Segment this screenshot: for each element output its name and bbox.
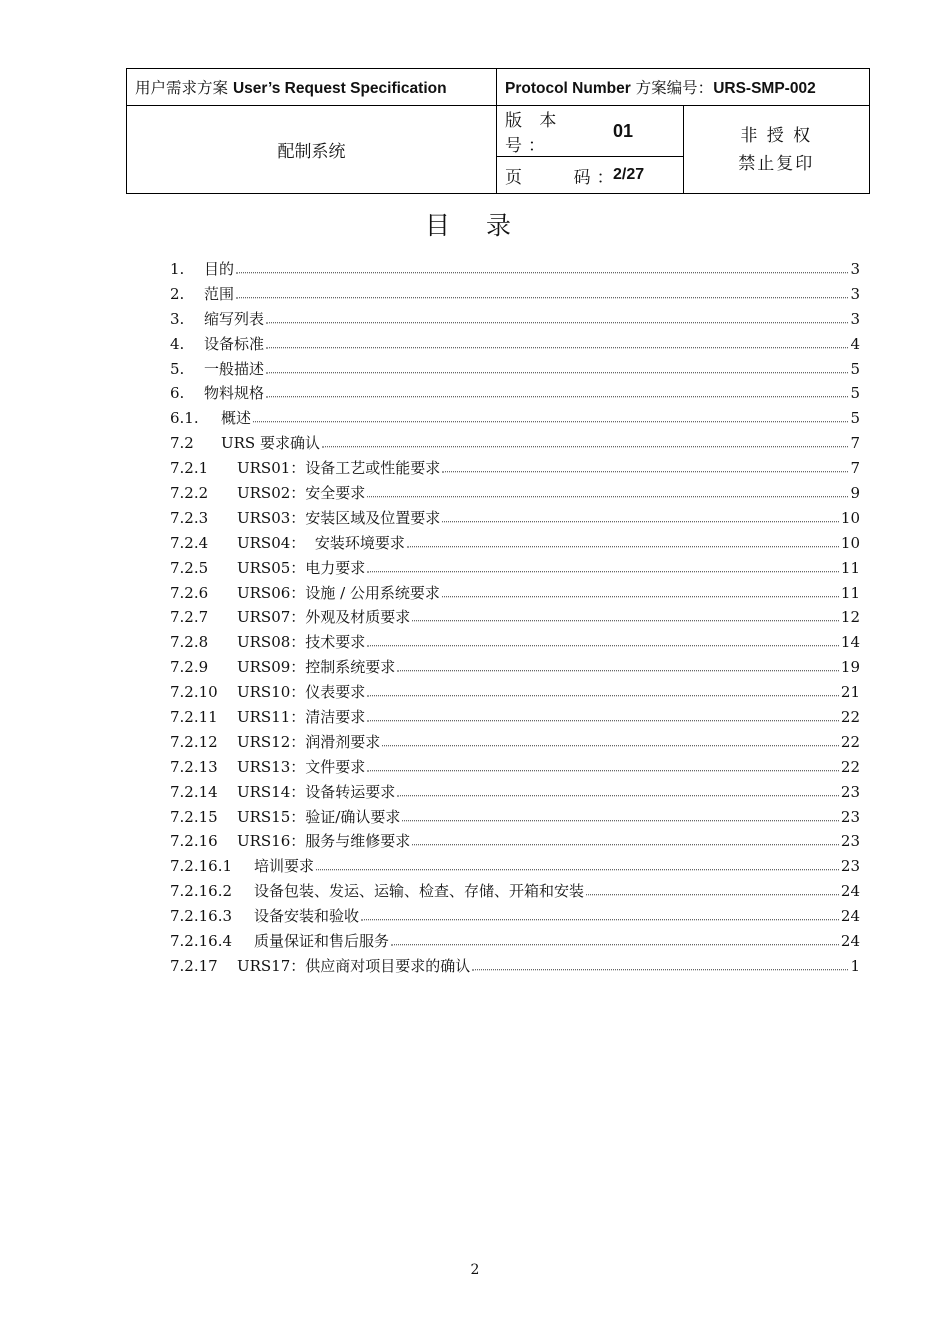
toc-entry-number: 7.2.7 xyxy=(170,608,209,627)
toc-entry[interactable] xyxy=(170,283,860,308)
toc-dot-leader xyxy=(367,634,839,647)
toc-entry-page: 11 xyxy=(840,583,860,602)
toc-entry-page: 7 xyxy=(850,434,860,453)
toc-entry-label: URS05：电力要求 xyxy=(237,558,366,577)
toc-entry-page: 22 xyxy=(840,708,860,727)
toc-entry-page: 23 xyxy=(840,832,860,851)
toc-entry-number: 7.2.4 xyxy=(170,533,209,552)
toc-entry-number: 7.2.16.3 xyxy=(170,907,233,926)
toc-dot-leader xyxy=(266,360,848,373)
toc-entry-number: 7.2.6 xyxy=(170,583,209,602)
toc-entry-label: 范围 xyxy=(204,284,235,303)
toc-entry-number: 7.2.16 xyxy=(170,832,218,851)
toc-entry-label: 缩写列表 xyxy=(204,309,265,328)
toc-entry-number: 7.2.11 xyxy=(170,708,218,727)
toc-dot-leader xyxy=(442,584,839,597)
protocol-label-zh: 方案编号： xyxy=(635,79,714,97)
auth-line-2: 禁止复印 xyxy=(738,153,815,174)
toc-entry-number: 7.2.17 xyxy=(170,956,218,975)
toc-entry[interactable] xyxy=(170,507,860,532)
toc-entry-number: 7.2.8 xyxy=(170,633,209,652)
toc-entry-page: 24 xyxy=(840,907,860,926)
toc-dot-leader xyxy=(361,907,839,920)
toc-entry-number: 7.2.12 xyxy=(170,732,218,751)
toc-entry-number: 7.2.10 xyxy=(170,683,218,702)
toc-entry[interactable] xyxy=(170,656,860,681)
toc-dot-leader xyxy=(402,808,839,821)
toc-entry-page: 23 xyxy=(840,782,860,801)
toc-entry-label: 设备标准 xyxy=(204,334,265,353)
toc-entry[interactable] xyxy=(170,880,860,905)
toc-entry[interactable] xyxy=(170,855,860,880)
page-value: 2/27 xyxy=(613,166,645,183)
toc-entry-number: 7.2.3 xyxy=(170,508,209,527)
toc-entry-number: 5. xyxy=(170,359,185,378)
toc-entry[interactable] xyxy=(170,781,860,806)
toc-entry-label: 一般描述 xyxy=(204,359,265,378)
toc-dot-leader xyxy=(391,932,839,945)
toc-entry-label: URS12：润滑剂要求 xyxy=(237,732,381,751)
toc-entry-page: 23 xyxy=(840,807,860,826)
toc-entry[interactable] xyxy=(170,756,860,781)
page-label: 页 码： xyxy=(505,167,620,188)
toc-dot-leader xyxy=(472,957,848,970)
toc-entry-page: 10 xyxy=(840,508,860,527)
toc-entry-page: 9 xyxy=(850,484,860,503)
toc-entry-number: 1. xyxy=(170,260,185,278)
toc-entry-page: 1 xyxy=(850,956,860,975)
toc-entry-label: 概述 xyxy=(221,409,252,428)
toc-entry-label: URS01：设备工艺或性能要求 xyxy=(237,459,441,478)
toc-dot-leader xyxy=(367,559,839,572)
toc-dot-leader xyxy=(442,509,839,522)
auth-line-1: 非 授 权 xyxy=(740,125,813,146)
toc-entry-page: 3 xyxy=(850,260,860,278)
authorization-notice xyxy=(683,106,870,194)
toc-entry-number: 7.2.16.1 xyxy=(170,857,233,876)
toc-entry-label: URS09：控制系统要求 xyxy=(237,658,396,677)
toc-entry-page: 3 xyxy=(850,309,860,328)
toc-entry-label: URS16：服务与维修要求 xyxy=(237,832,411,851)
toc-entry-page: 5 xyxy=(850,359,860,378)
toc-entry-page: 5 xyxy=(850,409,860,428)
toc-dot-leader xyxy=(266,335,848,348)
doc-title-zh: 用户需求方案 xyxy=(135,79,229,97)
toc-dot-leader xyxy=(586,883,839,896)
toc-entry[interactable] xyxy=(170,830,860,855)
toc-dot-leader xyxy=(442,459,848,472)
toc-entry-label: URS04： 安装环境要求 xyxy=(237,533,405,552)
toc-entry-page: 23 xyxy=(840,857,860,876)
toc-dot-leader xyxy=(367,484,848,497)
toc-entry-page: 10 xyxy=(840,533,860,552)
toc-entry-number: 7.2.5 xyxy=(170,558,209,577)
toc-entry-label: URS 要求确认 xyxy=(221,434,320,453)
version-cell xyxy=(497,106,684,157)
toc-entry[interactable] xyxy=(170,930,860,955)
toc-entry[interactable] xyxy=(170,631,860,656)
toc-entry-page: 14 xyxy=(840,633,860,652)
system-name: 配制系统 xyxy=(127,106,497,194)
toc-entry-label: URS14：设备转运要求 xyxy=(237,782,396,801)
toc-dot-leader xyxy=(382,733,839,746)
version-value: 01 xyxy=(613,120,634,141)
toc-entry[interactable] xyxy=(170,482,860,507)
toc-entry-page: 22 xyxy=(840,732,860,751)
toc-entry[interactable] xyxy=(170,358,860,383)
toc-entry[interactable] xyxy=(170,333,860,358)
toc-entry[interactable] xyxy=(170,407,860,432)
toc-dot-leader xyxy=(412,833,839,846)
toc-entry-number: 4. xyxy=(170,334,185,353)
toc-entry-page: 4 xyxy=(850,334,860,353)
toc-entry[interactable] xyxy=(170,258,860,283)
toc-entry[interactable] xyxy=(170,806,860,831)
toc-dot-leader xyxy=(253,410,848,423)
toc-dot-leader xyxy=(316,858,839,871)
toc-title: 目 录 xyxy=(425,211,525,240)
toc-entry-number: 7.2.1 xyxy=(170,459,209,478)
toc-entry-number: 7.2.15 xyxy=(170,807,218,826)
toc-entry-page: 19 xyxy=(840,658,860,677)
toc-entry-label: 设备包装、发运、运输、检查、存储、开箱和安装 xyxy=(254,882,585,901)
toc-entry-label: 物料规格 xyxy=(204,384,265,403)
toc-entry-number: 6.1. xyxy=(170,409,199,428)
toc-dot-leader xyxy=(397,659,839,672)
toc-entry-page: 24 xyxy=(840,882,860,901)
toc-dot-leader xyxy=(367,758,839,771)
toc-dot-leader xyxy=(236,260,848,273)
toc-entry-label: URS17：供应商对项目要求的确认 xyxy=(237,956,471,975)
toc-entry-page: 24 xyxy=(840,932,860,951)
doc-title-en: User’s Request Specification xyxy=(232,80,447,97)
protocol-cell xyxy=(497,69,870,106)
toc-entry[interactable] xyxy=(170,706,860,731)
toc-entry-page: 21 xyxy=(840,683,860,702)
toc-entry[interactable] xyxy=(170,582,860,607)
toc-entry-number: 7.2.16.2 xyxy=(170,882,233,901)
toc-dot-leader xyxy=(236,285,848,298)
toc-entry[interactable] xyxy=(170,457,860,482)
toc-entry[interactable] xyxy=(170,955,860,980)
toc-entry-label: URS02：安全要求 xyxy=(237,484,366,503)
toc-entry[interactable] xyxy=(170,905,860,930)
doc-title-cell xyxy=(127,69,497,106)
toc-entry[interactable] xyxy=(170,308,860,333)
toc-entry-label: 目的 xyxy=(204,260,235,278)
toc-entry-number: 6. xyxy=(170,384,185,403)
toc-entry[interactable] xyxy=(170,432,860,457)
toc-entry-number: 7.2.2 xyxy=(170,484,209,503)
toc-entry-label: URS06：设施 / 公用系统要求 xyxy=(237,583,440,602)
toc-entry-page: 11 xyxy=(840,558,860,577)
toc-entry-label: URS15：验证/确认要求 xyxy=(237,807,401,826)
document-header-table xyxy=(126,68,870,194)
toc-entry-number: 2. xyxy=(170,284,185,303)
toc-entry-label: URS13：文件要求 xyxy=(237,757,366,776)
toc-dot-leader xyxy=(412,609,839,622)
protocol-number: URS-SMP-002 xyxy=(713,80,816,97)
table-of-contents xyxy=(170,258,860,980)
page-cell xyxy=(497,157,684,194)
toc-entry-label: 设备安装和验收 xyxy=(254,907,360,926)
toc-entry[interactable] xyxy=(170,532,860,557)
toc-entry-label: URS08：技术要求 xyxy=(237,633,366,652)
toc-dot-leader xyxy=(407,534,839,547)
toc-entry-number: 3. xyxy=(170,309,185,328)
toc-entry-label: URS10：仪表要求 xyxy=(237,683,366,702)
toc-dot-leader xyxy=(322,434,848,447)
toc-entry-label: URS07：外观及材质要求 xyxy=(237,608,411,627)
toc-dot-leader xyxy=(397,783,839,796)
toc-entry[interactable] xyxy=(170,606,860,631)
toc-entry-label: URS11：清洁要求 xyxy=(237,708,366,727)
toc-dot-leader xyxy=(367,708,839,721)
toc-dot-leader xyxy=(266,385,848,398)
version-label: 版 本 号： xyxy=(505,111,563,156)
toc-dot-leader xyxy=(266,310,848,323)
toc-dot-leader xyxy=(367,683,839,696)
toc-entry-label: URS03：安装区域及位置要求 xyxy=(237,508,441,527)
toc-entry[interactable] xyxy=(170,731,860,756)
toc-entry-page: 7 xyxy=(850,459,860,478)
toc-entry-label: 质量保证和售后服务 xyxy=(254,932,390,951)
toc-entry-page: 3 xyxy=(850,284,860,303)
toc-entry-page: 22 xyxy=(840,757,860,776)
footer-page-number: 2 xyxy=(470,1262,480,1278)
toc-entry-number: 7.2.16.4 xyxy=(170,932,233,951)
toc-entry-number: 7.2.9 xyxy=(170,658,209,677)
toc-entry[interactable] xyxy=(170,557,860,582)
toc-entry-number: 7.2.13 xyxy=(170,757,218,776)
toc-entry-page: 5 xyxy=(850,384,860,403)
toc-entry-number: 7.2 xyxy=(170,434,194,453)
toc-entry[interactable] xyxy=(170,681,860,706)
toc-entry-label: 培训要求 xyxy=(254,857,315,876)
toc-entry[interactable] xyxy=(170,382,860,407)
toc-entry-number: 7.2.14 xyxy=(170,782,218,801)
protocol-label-en: Protocol Number xyxy=(505,80,631,97)
toc-entry-page: 12 xyxy=(840,608,860,627)
